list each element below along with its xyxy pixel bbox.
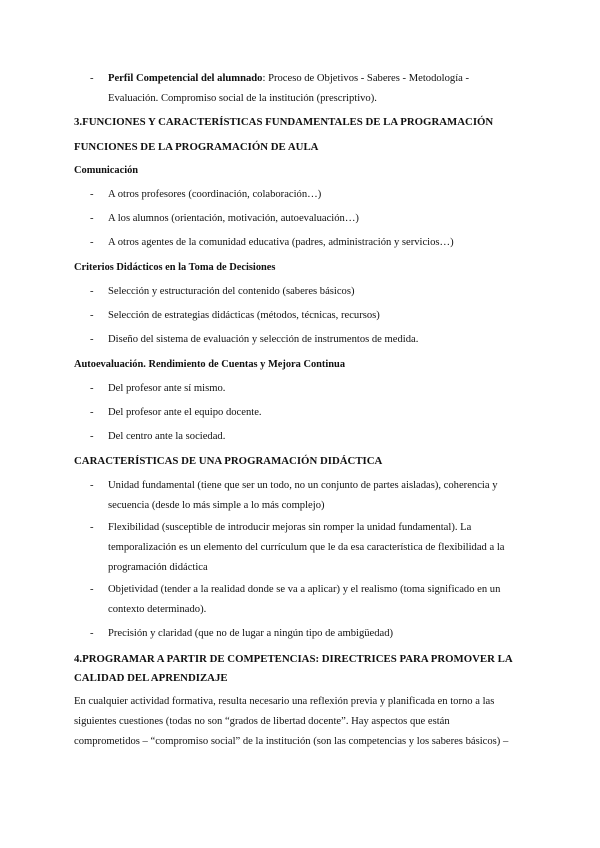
list-bullet: - bbox=[90, 286, 94, 297]
list-item-line: Precisión y claridad (que no de lugar a ningún tipo de ambigüedad) bbox=[108, 628, 394, 639]
funciones-title: FUNCIONES DE LA PROGRAMACIÓN DE AULA bbox=[74, 141, 319, 153]
criterios-title: Criterios Didácticos en la Toma de Decisiones bbox=[74, 262, 276, 273]
list-bullet: - bbox=[90, 237, 94, 248]
list-item-line: Objetividad (tender a la realidad donde se va a aplicar) y el realismo (toma significado en un bbox=[108, 584, 501, 595]
comunicacion-title: Comunicación bbox=[74, 165, 139, 176]
section-3-title: 3.FUNCIONES Y CARACTERÍSTICAS FUNDAMENTALES DE LA PROGRAMACIÓN bbox=[74, 116, 494, 128]
list-item: Del profesor ante el equipo docente. bbox=[108, 407, 262, 418]
list-bullet: - bbox=[90, 628, 94, 639]
list-item: Del centro ante la sociedad. bbox=[108, 431, 226, 442]
list-item: Selección de estrategias didácticas (métodos, técnicas, recursos) bbox=[108, 310, 380, 321]
list-bullet: - bbox=[90, 310, 94, 321]
section-4-title-line-1: 4.PROGRAMAR A PARTIR DE COMPETENCIAS: DIRECTRICES PARA PROMOVER LA bbox=[74, 653, 513, 665]
list-item-line: Flexibilidad (susceptible de introducir mejoras sin romper la unidad fundamental). La bbox=[108, 522, 472, 533]
autoevaluacion-title: Autoevaluación. Rendimiento de Cuentas y Mejora Continua bbox=[74, 359, 346, 370]
list-item: Selección y estructuración del contenido (saberes básicos) bbox=[108, 286, 355, 297]
profile-line-1 bbox=[108, 73, 469, 85]
list-item-line: secuencia (desde lo más simple a lo más complejo) bbox=[108, 500, 325, 511]
list-bullet: - bbox=[90, 584, 94, 595]
list-item: Del profesor ante sí mismo. bbox=[108, 383, 226, 394]
list-bullet: - bbox=[90, 334, 94, 345]
list-bullet: - bbox=[90, 383, 94, 394]
caracteristicas-title: CARACTERÍSTICAS DE UNA PROGRAMACIÓN DIDÁCTICA bbox=[74, 455, 383, 467]
paragraph-line: siguientes cuestiones (todas no son “grados de libertad docente”. Hay aspectos que están bbox=[74, 716, 450, 727]
list-item: A otros agentes de la comunidad educativa (padres, administración y servicios…) bbox=[108, 237, 454, 248]
list-bullet: - bbox=[90, 431, 94, 442]
list-item-line: programación didáctica bbox=[108, 562, 208, 573]
list-bullet: - bbox=[90, 480, 94, 491]
list-item: A otros profesores (coordinación, colaboración…) bbox=[108, 189, 322, 200]
list-item: Diseño del sistema de evaluación y selección de instrumentos de medida. bbox=[108, 334, 419, 345]
list-item-line: Unidad fundamental (tiene que ser un todo, no un conjunto de partes aisladas), coherencia y bbox=[108, 480, 498, 491]
list-item-line: contexto determinado). bbox=[108, 604, 207, 615]
list-item: A los alumnos (orientación, motivación, autoevaluación…) bbox=[108, 213, 359, 224]
section-4-title-line-2: CALIDAD DEL APRENDIZAJE bbox=[74, 672, 228, 684]
paragraph-line: comprometidos – “compromiso social” de la institución (son las competencias y los saberes básicos) – bbox=[74, 736, 509, 747]
list-bullet: - bbox=[90, 407, 94, 418]
profile-rest: : Proceso de Objetivos - Saberes - Metodología - bbox=[262, 73, 470, 84]
profile-line-2: Evaluación. Compromiso social de la institución (prescriptivo). bbox=[108, 93, 377, 104]
list-bullet: - bbox=[90, 189, 94, 200]
profile-bold: Perfil Competencial del alumnado bbox=[108, 73, 263, 84]
paragraph-line: En cualquier actividad formativa, resulta necesario una reflexión previa y planificada en torno a las bbox=[74, 696, 495, 707]
list-bullet: - bbox=[90, 522, 94, 533]
list-item-line: temporalización es un elemento del currículum que le da esa característica de flexibilidad a la bbox=[108, 542, 505, 553]
list-bullet: - bbox=[90, 213, 94, 224]
list-bullet: - bbox=[90, 73, 94, 84]
